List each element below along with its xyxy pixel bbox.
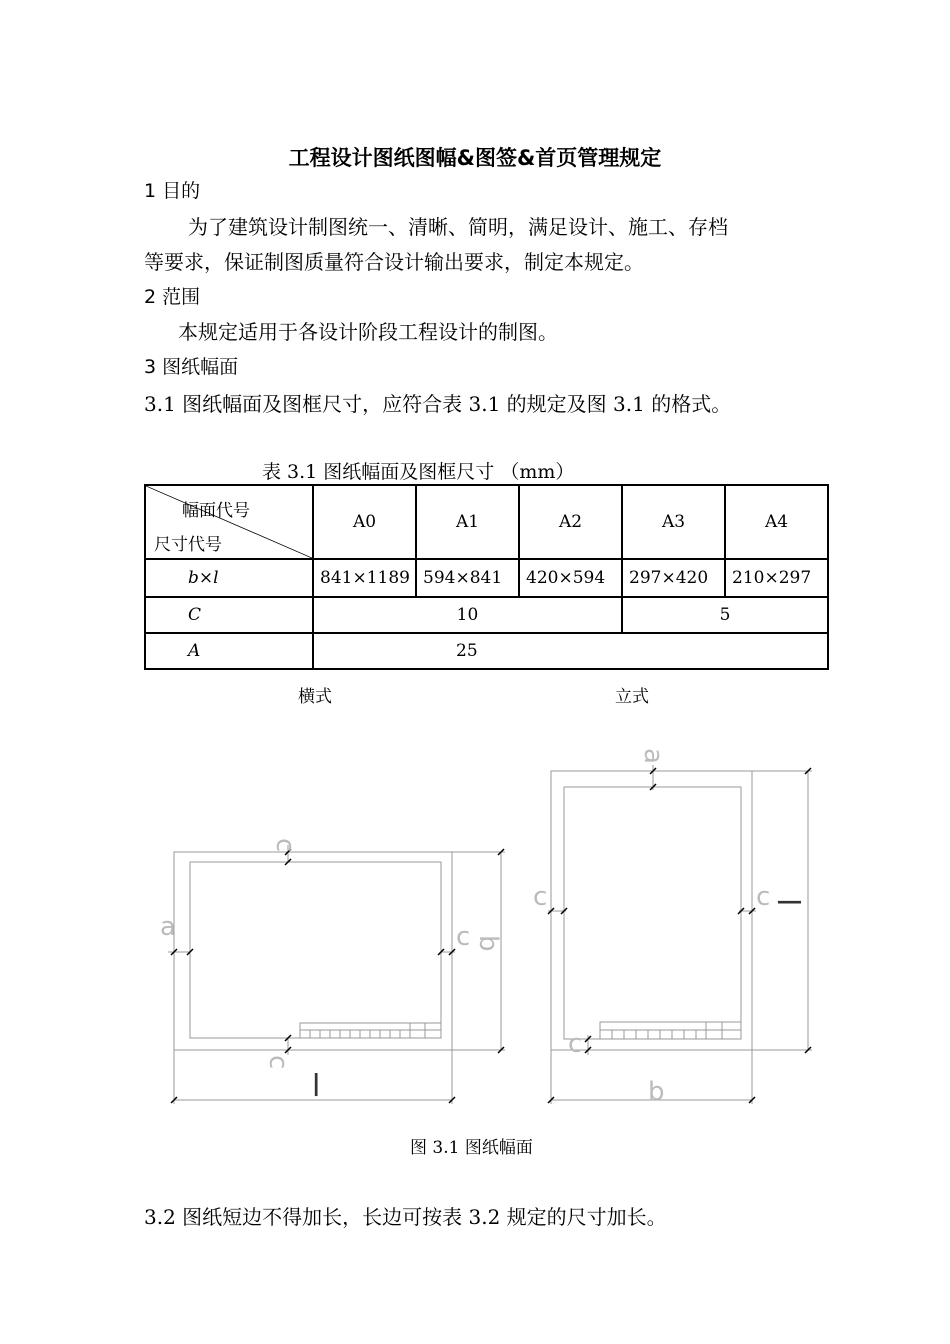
cell-a-value: 25 [313, 633, 828, 669]
row-label-a: A [145, 633, 313, 669]
dim-a-portrait: a [638, 748, 668, 764]
portrait-title-block [600, 1022, 741, 1039]
cell-bl-a3: 297×420 [622, 559, 725, 597]
section-1-text-line1: 为了建筑设计制图统一、清晰、简明，满足设计、施工、存档 [188, 215, 728, 239]
dim-a-landscape: a [160, 912, 176, 942]
portrait-label: 立式 [615, 687, 649, 707]
dim-l-portrait: l [770, 898, 805, 907]
figure-caption: 图 3.1 图纸幅面 [410, 1138, 533, 1158]
dim-c-bottom-landscape: c [263, 1055, 293, 1070]
section-3-1-text: 3.1 图纸幅面及图框尺寸，应符合表 3.1 的规定及图 3.1 的格式。 [144, 392, 732, 416]
column-header-a4: A4 [725, 485, 828, 559]
dim-b-portrait: b [648, 1077, 665, 1107]
section-3-heading: 3 图纸幅面 [144, 356, 239, 378]
corner-top-label: 幅面代号 [182, 501, 250, 521]
dim-l-landscape: l [312, 1069, 321, 1104]
dim-c-bottom-portrait: c [568, 1029, 583, 1059]
dim-c-right-portrait: c [756, 882, 771, 912]
column-header-a3: A3 [622, 485, 725, 559]
row-label-c: C [145, 597, 313, 633]
landscape-sheet-outline [174, 852, 452, 1050]
cell-bl-a2: 420×594 [519, 559, 622, 597]
cell-bl-a1: 594×841 [416, 559, 519, 597]
section-1-text-line2: 等要求，保证制图质量符合设计输出要求，制定本规定。 [144, 250, 644, 274]
section-3-2-text: 3.2 图纸短边不得加长，长边可按表 3.2 规定的尺寸加长。 [144, 1205, 667, 1229]
portrait-frame-outline [564, 787, 741, 1039]
dim-b-landscape: b [473, 935, 503, 952]
dim-c-left-portrait: c [533, 882, 548, 912]
landscape-frame-outline [190, 862, 441, 1038]
column-header-a0: A0 [313, 485, 416, 559]
section-2-heading: 2 范围 [144, 286, 201, 308]
column-header-a1: A1 [416, 485, 519, 559]
row-label-bl: b×l [145, 559, 313, 597]
landscape-title-block [300, 1023, 441, 1038]
column-header-a2: A2 [519, 485, 622, 559]
table-caption: 表 3.1 图纸幅面及图框尺寸 （mm） [262, 461, 575, 483]
cell-bl-a0: 841×1189 [313, 559, 416, 597]
document-title: 工程设计图纸图幅&图签&首页管理规定 [288, 146, 662, 170]
cell-c-a0-a2: 10 [313, 597, 622, 633]
cell-bl-a4: 210×297 [725, 559, 828, 597]
dim-c-top-landscape: c [270, 838, 300, 853]
corner-bottom-label: 尺寸代号 [154, 535, 222, 555]
cell-c-a3-a4: 5 [622, 597, 828, 633]
section-1-heading: 1 目的 [144, 180, 201, 202]
portrait-sheet-outline [551, 771, 752, 1050]
section-2-text: 本规定适用于各设计阶段工程设计的制图。 [178, 320, 558, 344]
landscape-label: 横式 [298, 687, 332, 707]
dim-c-right-landscape: c [456, 922, 471, 952]
